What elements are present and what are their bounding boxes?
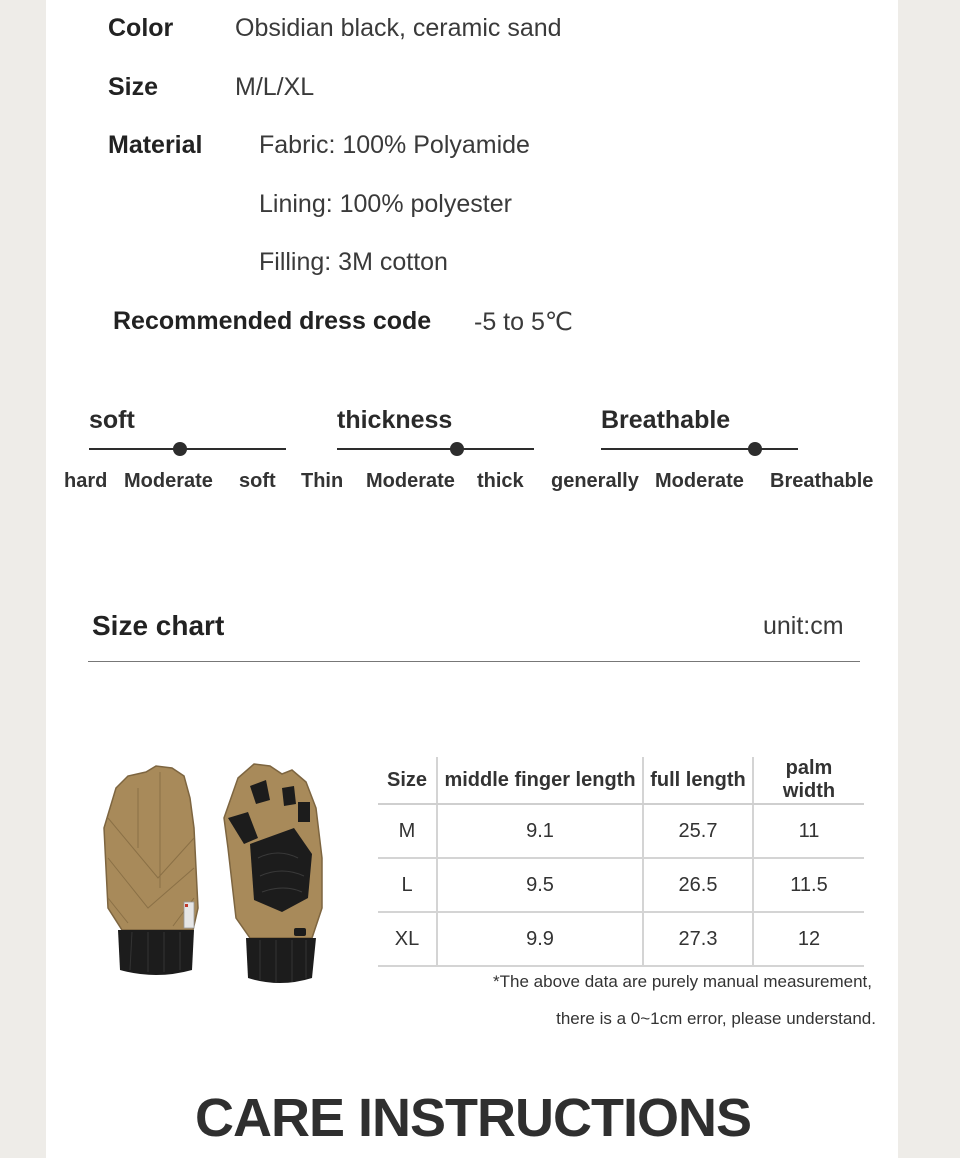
size-chart-title: Size chart	[92, 610, 225, 641]
care-instructions-heading: CARE INSTRUCTIONS	[194, 1088, 751, 1148]
full-length-cell: 25.7	[643, 804, 753, 858]
softness-right-label: soft	[239, 470, 276, 492]
breathable-left-label: generally	[551, 470, 639, 492]
table-row	[378, 912, 864, 966]
breathable-scale-line	[601, 448, 798, 450]
gloves-product-image	[98, 758, 330, 988]
breathable-indicator	[748, 442, 762, 456]
softness-indicator	[173, 442, 187, 456]
size-cell: M	[378, 804, 437, 858]
softness-title: soft	[89, 406, 135, 434]
size-chart-divider	[88, 661, 860, 662]
measurement-note-line2: there is a 0~1cm error, please understand.	[556, 1009, 876, 1028]
full-length-cell: 26.5	[643, 858, 753, 912]
middle-finger-cell: 9.1	[437, 804, 643, 858]
size-chart-unit: unit:cm	[763, 612, 844, 640]
header-size: Size	[378, 757, 437, 804]
middle-finger-cell: 9.9	[437, 912, 643, 966]
breathable-mid-label: Moderate	[655, 470, 744, 492]
size-value: M/L/XL	[235, 73, 315, 101]
thickness-right-label: thick	[477, 470, 524, 492]
header-palm-width: palm width	[753, 757, 864, 804]
size-cell: XL	[378, 912, 437, 966]
thickness-title: thickness	[337, 406, 453, 434]
softness-left-label: hard	[64, 470, 108, 492]
dress-code-label: Recommended dress code	[113, 307, 432, 335]
measurement-note-line1: *The above data are purely manual measurement,	[493, 972, 872, 991]
thickness-scale-line	[337, 448, 534, 450]
thickness-left-label: Thin	[301, 470, 344, 492]
material-filling: Filling: 3M cotton	[259, 248, 448, 276]
breathable-right-label: Breathable	[770, 470, 874, 492]
full-length-cell: 27.3	[643, 912, 753, 966]
softness-scale-line	[89, 448, 286, 450]
color-label: Color	[108, 14, 174, 42]
material-fabric: Fabric: 100% Polyamide	[259, 131, 530, 159]
breathable-title: Breathable	[601, 406, 731, 434]
table-row	[378, 804, 864, 858]
header-full-length: full length	[643, 757, 753, 804]
palm-width-cell: 11	[753, 804, 864, 858]
material-label: Material	[108, 131, 203, 159]
size-table	[378, 757, 864, 967]
size-cell: L	[378, 858, 437, 912]
color-value: Obsidian black, ceramic sand	[235, 14, 562, 42]
table-row	[378, 858, 864, 912]
size-table-header	[378, 757, 864, 804]
size-label: Size	[108, 73, 159, 101]
middle-finger-cell: 9.5	[437, 858, 643, 912]
thickness-indicator	[450, 442, 464, 456]
header-middle-finger-length: middle finger length	[437, 757, 643, 804]
palm-width-cell: 12	[753, 912, 864, 966]
dress-code-value: -5 to 5℃	[474, 308, 573, 336]
softness-mid-label: Moderate	[124, 470, 213, 492]
thickness-mid-label: Moderate	[366, 470, 455, 492]
material-lining: Lining: 100% polyester	[259, 190, 512, 218]
palm-width-cell: 11.5	[753, 858, 864, 912]
